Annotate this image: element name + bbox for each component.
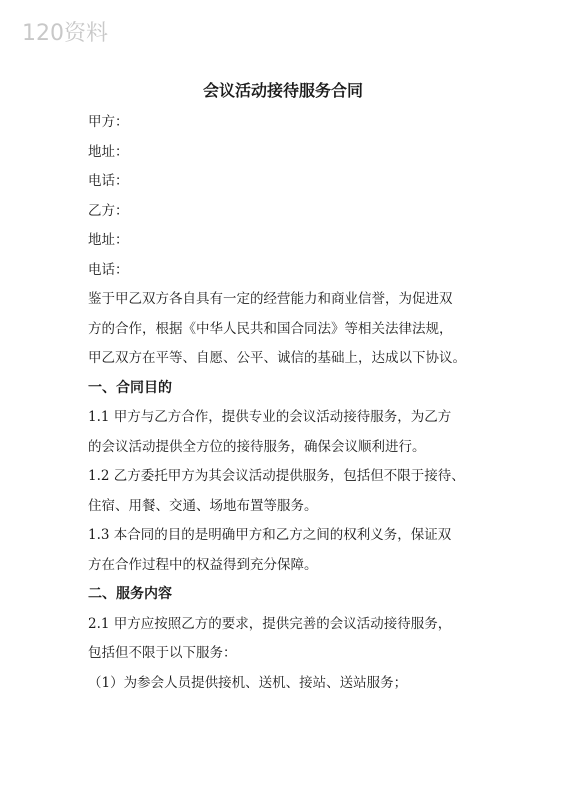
text-line: 包括但不限于以下服务： [88,645,237,661]
text-line: 住宿、用餐、交通、场地布置等服务。 [88,497,318,514]
text-line: 方在合作过程中的权益得到充分保障。 [88,556,318,573]
text-line: 方的合作，根据《中华人民共和国合同法》等相关法律法规， [88,320,453,337]
text-line: 地址： [88,232,129,248]
watermark-logo: 120资料 [22,21,108,46]
text-line: 1.3 本合同的目的是明确甲方和乙方之间的权利义务，保证双 [88,527,452,543]
text-line: 2.1 甲方应按照乙方的要求，提供完善的会议活动接待服务， [88,615,452,632]
text-line: 的会议活动提供全方位的接待服务，确保会议顺利进行。 [88,438,426,455]
document-body [88,108,508,698]
text-line: （1）为参会人员提供接机、送机、接站、送站服务； [88,674,408,691]
section-heading: 二、服务内容 [88,586,172,602]
text-line: 1.1 甲方与乙方合作，提供专业的会议活动接待服务，为乙方 [88,409,452,425]
text-line: 地址： [88,143,129,160]
text-line: 电话： [88,261,129,278]
text-line: 1.2 乙方委托甲方为其会议活动提供服务，包括但不限于接待、 [88,468,465,484]
text-line: 鉴于甲乙双方各自具有一定的经营能力和商业信誉，为促进双 [88,291,453,307]
text-line: 甲乙双方在平等、自愿、公平、诚信的基础上，达成以下协议。 [88,350,466,366]
text-line: 乙方： [88,202,129,219]
text-line: 电话： [88,173,129,189]
section-heading: 一、合同目的 [88,379,172,396]
text-line: 甲方： [88,114,129,130]
document-title: 会议活动接待服务合同 [202,81,363,100]
